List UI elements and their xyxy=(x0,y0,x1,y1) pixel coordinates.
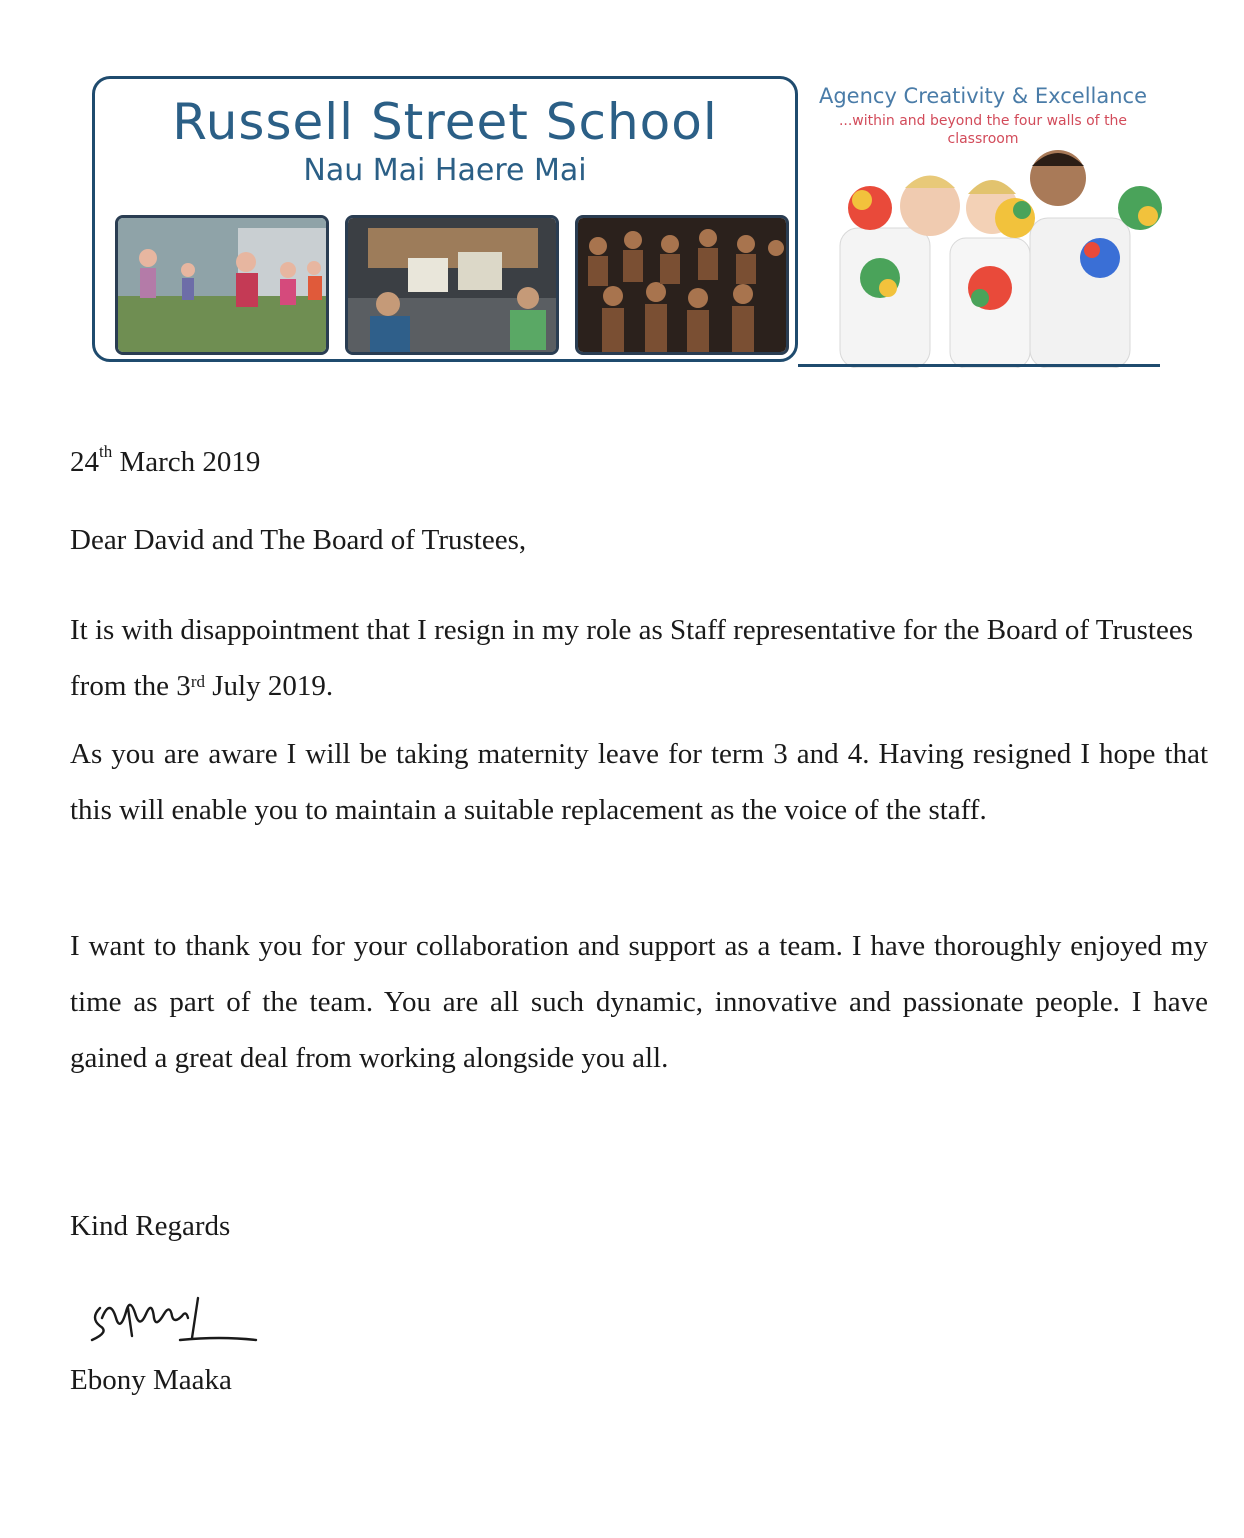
school-subtagline: ...within and beyond the four walls of the classroom xyxy=(838,113,1128,147)
painted-hands-children-image xyxy=(800,138,1170,368)
paragraph-maternity-leave: As you are aware I will be taking maternity leave for term 3 and 4. Having resigned I hope that this will enable you to maintain a suitable replacement as the voice of the staff. xyxy=(70,738,1208,826)
letter-date: 24th March 2019 xyxy=(70,442,261,478)
school-tagline: Agency Creativity & Excellance xyxy=(818,84,1148,108)
paragraph-thanks: I want to thank you for your collaboration and support as a team. I have thoroughly enjoyed my time as part of the team. You are all such dynamic, innovative and passionate people. I have gained a great deal from working alongside you all. xyxy=(70,930,1208,1074)
school-name: Russell Street School xyxy=(172,93,718,151)
photo-computer-class xyxy=(345,215,559,355)
photo-children-running xyxy=(115,215,329,355)
school-motto: Nau Mai Haere Mai xyxy=(303,153,587,188)
photo-kapa-haka xyxy=(575,215,789,355)
letterhead-banner xyxy=(92,76,798,362)
handwritten-signature xyxy=(80,1288,260,1358)
salutation: Dear David and The Board of Trustees, xyxy=(70,524,527,556)
header-divider xyxy=(798,364,1160,367)
paragraph-resignation: It is with disappointment that I resign in my role as Staff representative for the Board of Trustees from the 3rd July 2019. xyxy=(70,614,1193,702)
signatory-name: Ebony Maaka xyxy=(70,1364,232,1396)
closing: Kind Regards xyxy=(70,1210,231,1242)
